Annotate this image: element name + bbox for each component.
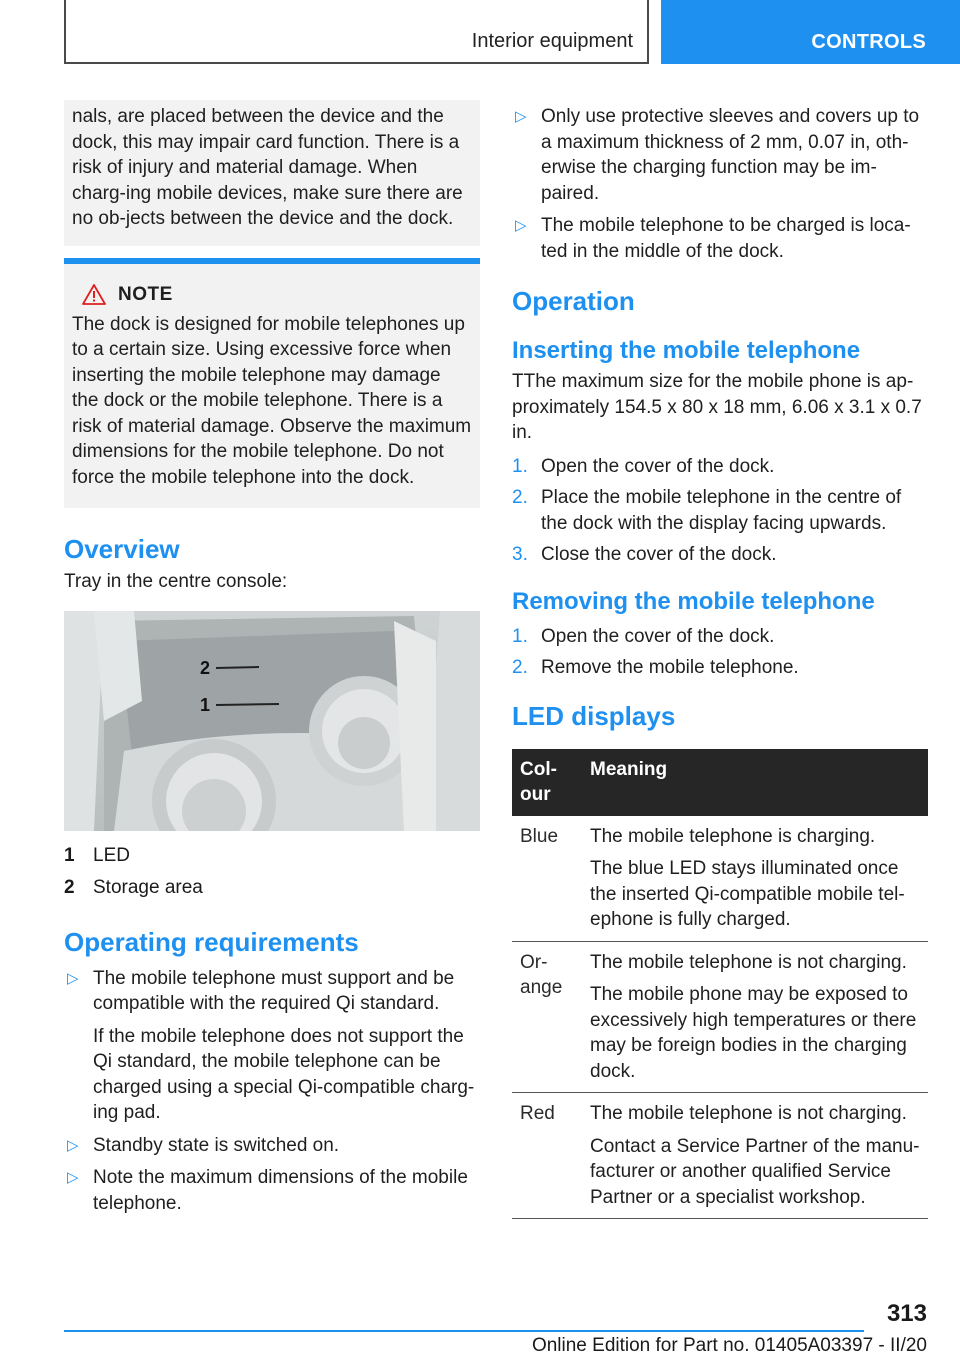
requirements-heading: Operating requirements [64, 926, 359, 957]
step-number: 3. [512, 544, 528, 565]
triangle-bullet-icon: ▷ [67, 969, 79, 987]
led-meaning-cell [582, 816, 928, 942]
step-number: 2. [512, 657, 528, 678]
note-box [64, 258, 480, 509]
photo-callout-1: 1 [200, 694, 211, 715]
list-item [512, 624, 928, 650]
requirement-text: Only use protective sleeves and covers up to a maximum thickness of 2 mm, 0.07 in, oth‐erwise the charging function may be im‐paired. [541, 106, 920, 204]
table-header-row [512, 749, 928, 816]
led-meaning-detail: The blue LED stays illuminated once the inserted Qi-compatible mobile tel‐ephone is fully charged. [590, 858, 905, 930]
photo-callout-2: 2 [200, 657, 211, 678]
led-heading: LED displays [512, 700, 676, 731]
led-colour-cell: Or‐ange [512, 941, 582, 1093]
column-header-meaning: Meaning [582, 749, 928, 816]
list-item [64, 966, 480, 1126]
footer-edition: Online Edition for Part no. 01405A03397 - II/20 [531, 1335, 927, 1356]
step-text: Open the cover of the dock. [541, 455, 775, 477]
note-title-row [82, 284, 472, 306]
legend-item [64, 843, 480, 869]
triangle-bullet-icon: ▷ [515, 217, 527, 234]
requirement-text: The mobile telephone must support and be compatible with the required Qi standard. [93, 967, 455, 1014]
legend-label: LED [93, 844, 130, 866]
header-chapter-title: CONTROLS [811, 31, 926, 53]
list-item [512, 454, 928, 480]
warning-triangle-icon [82, 284, 106, 305]
legend-num: 1 [64, 844, 75, 866]
header-section-tab [64, 0, 649, 64]
step-text: Place the mobile telephone in the centre of the dock with the display facing upwards. [541, 487, 902, 534]
led-colour-cell: Blue [512, 816, 582, 942]
list-item [64, 1165, 480, 1216]
list-item [512, 542, 928, 568]
list-item [512, 655, 928, 681]
overview-intro: Tray in the centre console: [64, 571, 288, 592]
table-row [512, 941, 928, 1093]
led-section [512, 701, 928, 1220]
led-table [512, 749, 928, 1220]
warning-continued-box [64, 100, 480, 246]
requirements-list-continued [512, 104, 928, 264]
led-colour-cell: Red [512, 1093, 582, 1219]
triangle-bullet-icon: ▷ [515, 108, 527, 125]
overview-heading: Overview [64, 534, 180, 564]
triangle-bullet-icon: ▷ [67, 1169, 79, 1186]
led-meaning-line: The mobile telephone is charging. [590, 825, 876, 847]
note-title: NOTE [118, 283, 173, 305]
step-number: 2. [512, 487, 528, 508]
inserting-steps [512, 454, 928, 568]
list-item [512, 104, 928, 206]
requirements-section [64, 927, 480, 1217]
centre-console-tray-photo [64, 611, 480, 831]
step-number: 1. [512, 625, 528, 647]
inserting-heading: Inserting the mobile telephone [512, 337, 861, 364]
legend-label: Storage area [93, 877, 203, 898]
step-text: Close the cover of the dock. [541, 544, 777, 565]
requirement-text: The mobile telephone to be charged is loca‐ted in the middle of the dock. [541, 215, 911, 262]
inserting-intro: TThe maximum size for the mobile phone is ap‐proximately 154.5 x 80 x 18 mm, 6.06 x 3.1 x 0.7 in. [512, 371, 922, 443]
operation-heading: Operation [512, 286, 635, 316]
removing-steps [512, 624, 928, 681]
header-chapter-tab [661, 0, 960, 64]
table-row [512, 1093, 928, 1219]
removing-heading: Removing the mobile telephone [512, 587, 875, 615]
list-item [64, 1133, 480, 1159]
left-column [64, 100, 480, 1223]
led-meaning-line: The mobile telephone is not charging. [590, 951, 907, 973]
triangle-bullet-icon: ▷ [67, 1136, 79, 1154]
led-meaning-detail: The mobile phone may be exposed to excessively high temperatures or there may be foreign bodies in the charging dock. [590, 984, 917, 1082]
warning-continued-text: nals, are placed between the device and the dock, this may impair card function. There is a risk of injury and material damage. When charg‐ing mobile devices, make sure there are no ob‐jects between the device and the dock. [72, 106, 463, 229]
led-meaning-line: The mobile telephone is not charging. [590, 1103, 907, 1124]
requirement-subtext: If the mobile telephone does not support the Qi standard, the mobile telephone can be charged using a special Qi-compatible charg‐ing pad. [93, 1025, 475, 1123]
led-meaning-detail: Contact a Service Partner of the manu‐facturer or another qualified Service Partner or a specialist workshop. [590, 1135, 920, 1208]
column-header-colour: Col‐our [512, 749, 582, 816]
note-text: The dock is designed for mobile telephones up to a certain size. Using excessive force when inserting the mobile telephone may damage the dock or the mobile telephone. There is a risk of material damage. Observe the maximum dimensions for the mobile telephone. Do not force the mobile telephone into the dock. [72, 313, 472, 488]
header-section-title: Interior equipment [471, 30, 633, 52]
step-number: 1. [512, 455, 528, 477]
list-item [512, 485, 928, 536]
step-text: Open the cover of the dock. [541, 625, 775, 647]
requirement-text: Note the maximum dimensions of the mobile telephone. [93, 1167, 468, 1214]
led-meaning-cell [582, 1093, 928, 1219]
requirement-text: Standby state is switched on. [93, 1134, 340, 1156]
step-text: Remove the mobile telephone. [541, 657, 799, 678]
legend-item [64, 875, 480, 901]
page-number: 313 [886, 1300, 927, 1327]
led-meaning-cell [582, 941, 928, 1093]
legend-num: 2 [64, 877, 75, 898]
list-item [512, 213, 928, 264]
requirements-list [64, 966, 480, 1217]
operation-section [512, 286, 928, 681]
overview-section [64, 534, 480, 901]
table-row [512, 816, 928, 942]
footer-divider [64, 1330, 864, 1332]
right-column [512, 104, 928, 1219]
